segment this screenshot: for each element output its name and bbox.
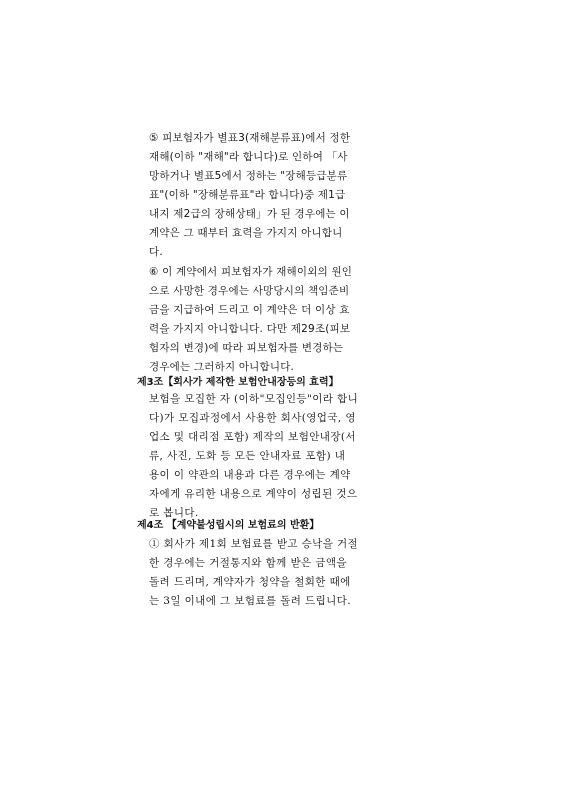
text-line: 력을 가지지 아니합니다. 다만 제29조(피보 bbox=[149, 323, 351, 335]
text-line: 자에게 유리한 내용으로 계약이 성립된 것으 bbox=[149, 488, 358, 500]
text-line: ⑥ 이 계약에서 피보험자가 재해이외의 원인 bbox=[149, 266, 353, 278]
text-line: 다. bbox=[149, 246, 163, 258]
text-line: 돌려 드리며, 계약자가 청약을 철회한 때에 bbox=[149, 576, 351, 588]
text-line: 로 봅니다. bbox=[149, 507, 199, 519]
text-line: 표"(이하 "장해분류표"라 합니다)중 제1급 bbox=[149, 189, 346, 201]
text-line: 내지 제2급의 장해상태」가 된 경우에는 이 bbox=[149, 208, 350, 220]
text-line: 보험을 모집한 자 (이하"모집인등"이라 합니 bbox=[149, 393, 359, 405]
text-line: 금을 지급하여 드리고 이 계약은 더 이상 효 bbox=[149, 304, 350, 316]
text-line: 한 경우에는 거절통지와 함께 받은 금액을 bbox=[149, 557, 347, 569]
text-line: 업소 및 대리점 포함) 제작의 보험안내장(서 bbox=[149, 431, 356, 443]
text-line: 계약은 그 때부터 효력을 가지지 아니합니 bbox=[149, 227, 343, 239]
text-line: ① 회사가 제1회 보험료를 받고 승낙을 거절 bbox=[149, 538, 359, 550]
text-line: 으로 사망한 경우에는 사망당시의 책임준비 bbox=[149, 285, 350, 297]
article3-heading: 제3조【회사가 제작한 보험안내장등의 효력】 bbox=[137, 377, 339, 388]
text-line: 경우에는 그러하지 아니합니다. bbox=[149, 361, 295, 373]
article4-heading: 제4조 【계약불성립시의 보험료의 반환】 bbox=[137, 520, 320, 531]
text-line: 재해(이하 "재해"라 합니다)로 인하여 「사 bbox=[149, 151, 348, 163]
text-line: 는 3일 이내에 그 보험료를 돌려 드립니다. bbox=[149, 595, 351, 607]
text-line: 다)가 모집과정에서 사용한 회사(영업국, 영 bbox=[149, 412, 356, 424]
text-line: 용이 이 약관의 내용과 다른 경우에는 계약 bbox=[149, 469, 351, 481]
text-line: ⑤ 피보험자가 별표3(재해분류표)에서 정한 bbox=[149, 132, 351, 144]
text-line: 류, 사진, 도화 등 모든 안내자료 포함) 내 bbox=[149, 450, 346, 462]
text-line: 험자의 변경)에 따라 피보험자를 변경하는 bbox=[149, 342, 344, 354]
text-line: 망하거나 별표5에서 정하는 "장해등급분류 bbox=[149, 170, 348, 182]
